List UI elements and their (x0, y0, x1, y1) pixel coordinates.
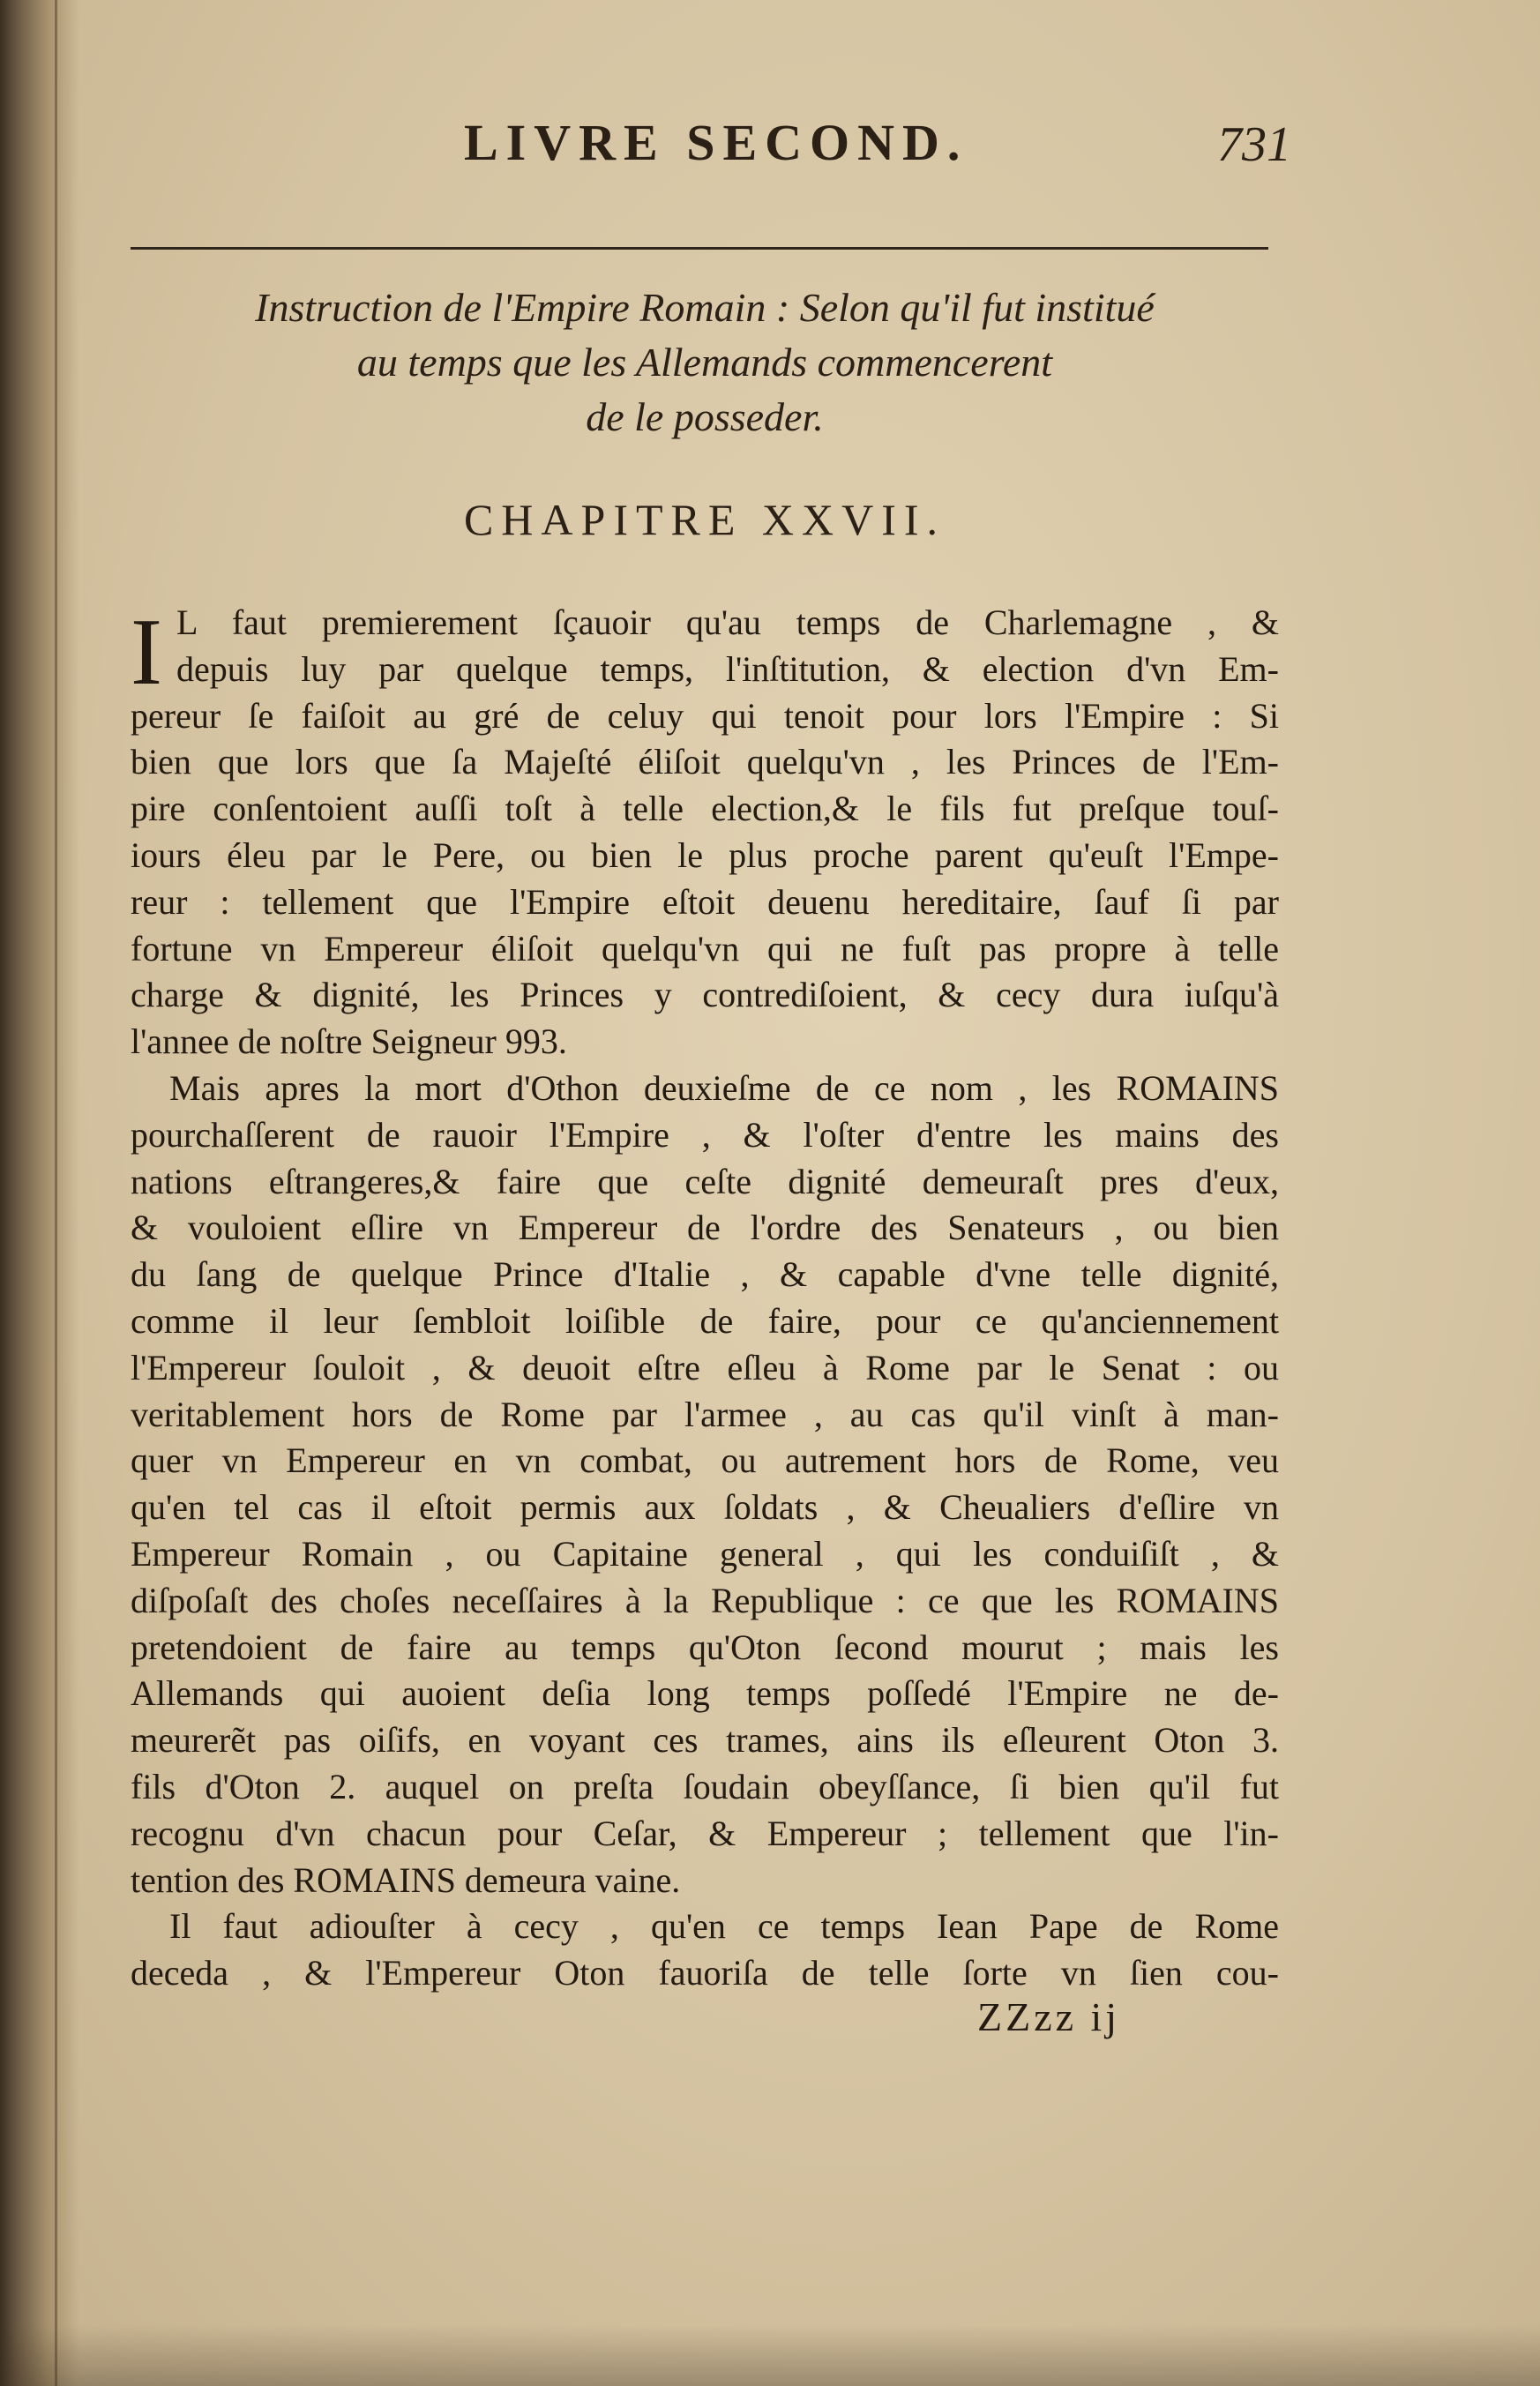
text-line: nations eſtrangeres,& faire que ceſte dignité demeuraſt pres d'eux, (131, 1161, 1279, 1201)
text-line: comme il leur ſembloit loiſible de faire, pour ce qu'anciennement (131, 1300, 1279, 1341)
text-line: pereur ſe faiſoit au gré de celuy qui tenoit pour lors l'Empire : Si (131, 695, 1279, 736)
text-line: pretendoient de faire au temps qu'Oton ſecond mourut ; mais les (131, 1627, 1279, 1667)
text-line: charge & dignité, les Princes y contrediſoient, & cecy dura iuſqu'à (131, 975, 1279, 1015)
text-line: depuis luy par quelque temps, l'inſtitution, & election d'vn Em- (176, 648, 1279, 689)
section-heading (131, 280, 1279, 445)
text-line: du ſang de quelque Prince d'Italie , & capable d'vne telle dignité, (131, 1254, 1279, 1295)
text-line: bien que lors que ſa Majeſté éliſoit quelqu'vn , les Princes de l'Em- (131, 742, 1279, 782)
drop-cap: I (131, 600, 162, 705)
text-line: Empereur Romain , ou Capitaine general , qui les conduiſiſt , & (131, 1533, 1279, 1574)
text-line: reur : tellement que l'Empire eſtoit deuenu hereditaire, ſauf ſi par (131, 881, 1279, 922)
body-text (131, 600, 1279, 1997)
text-line: deceda , & l'Empereur Oton fauoriſa de telle ſorte vn ſien cou- (131, 1953, 1279, 1993)
text-line: tention des ROMAINS demeura vaine. (131, 1859, 681, 1900)
text-line: iours éleu par le Pere, ou bien le plus proche parent qu'euſt l'Empe- (131, 834, 1279, 875)
text-line: recognu d'vn chacun pour Ceſar, & Empereur ; tellement que l'in- (131, 1813, 1279, 1853)
heading-line: au temps que les Allemands commencerent (356, 340, 1053, 385)
text-line: meurerẽt pas oiſifs, en voyant ces trames, ains ils eſleurent Oton 3. (131, 1720, 1279, 1761)
header-rule (131, 247, 1268, 250)
running-head (131, 113, 1291, 183)
bottom-shade (0, 2324, 1540, 2386)
text-line: pourchaſſerent de rauoir l'Empire , & l'oſter d'entre les mains des (131, 1114, 1279, 1155)
text-line: Il faut adiouſter à cecy , qu'en ce temps Iean Pape de Rome (169, 1906, 1279, 1947)
page-edge (55, 0, 57, 2386)
page-number: 731 (1217, 117, 1291, 172)
chapter-title: CHAPITRE XXVII. (463, 495, 946, 544)
text-line: L faut premierement ſçauoir qu'au temps de Charlemagne , & (176, 602, 1279, 642)
text-line: veritablement hors de Rome par l'armee , au cas qu'il vinſt à man- (131, 1394, 1279, 1434)
heading-line: de le posseder. (586, 394, 824, 439)
text-line: qu'en tel cas il eſtoit permis aux ſoldats , & Cheualiers d'eſlire vn (131, 1487, 1279, 1528)
text-line: pire conſentoient auſſi toſt à telle election,& le fils fut preſque touſ- (131, 789, 1279, 829)
text-line: quer vn Empereur en vn combat, ou autrement hors de Rome, veu (131, 1440, 1279, 1481)
text-line: l'annee de noſtre Seigneur 993. (131, 1021, 567, 1062)
text-line: & vouloient eſlire vn Empereur de l'ordre des Senateurs , ou bien (131, 1208, 1279, 1248)
gutter-shadow (0, 0, 79, 2386)
text-line: fils d'Oton 2. auquel on preſta ſoudain obeyſſance, ſi bien qu'il fut (131, 1766, 1279, 1806)
running-title: LIVRE SECOND. (464, 114, 968, 171)
heading-line: Instruction de l'Empire Romain : Selon qu'il fut institué (255, 285, 1155, 330)
text-line: Mais apres la mort d'Othon deuxieſme de ce nom , les ROMAINS (169, 1067, 1279, 1108)
text-line: Allemands qui auoient deſia long temps poſſedé l'Empire ne de- (131, 1673, 1279, 1714)
catchword-signature: ZZzz ij (977, 1994, 1121, 2039)
text-line: diſpoſaſt des choſes neceſſaires à la Republique : ce que les ROMAINS (131, 1580, 1279, 1620)
text-line: fortune vn Empereur éliſoit quelqu'vn qui ne fuſt pas propre à telle (131, 928, 1279, 969)
text-line: l'Empereur ſouloit , & deuoit eſtre eſleu à Rome par le Senat : ou (131, 1347, 1279, 1387)
